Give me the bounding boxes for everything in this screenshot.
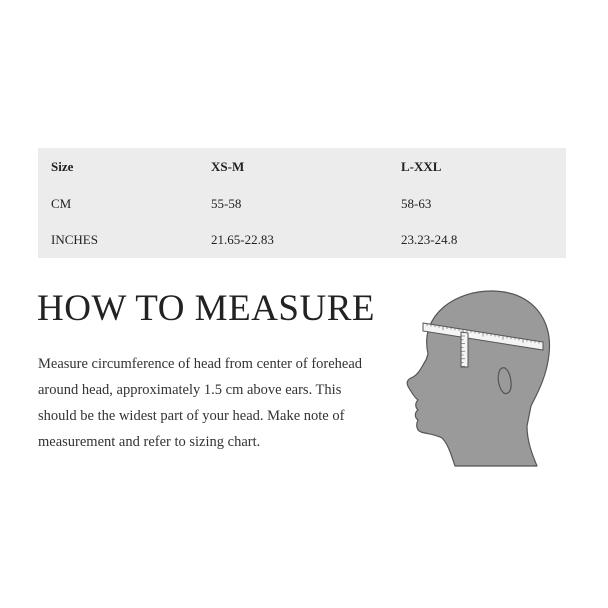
row-label-cm: CM [51,196,72,211]
head-silhouette [407,291,549,466]
cm-xs-m: 55-58 [211,196,242,211]
header-l-xxl: L-XXL [401,159,442,174]
how-to-measure-heading: HOW TO MEASURE [37,288,375,329]
size-chart-row-cm [38,186,566,222]
inches-l-xxl: 23.23-24.8 [401,232,458,247]
header-xs-m: XS-M [211,159,245,174]
cm-l-xxl: 58-63 [401,196,432,211]
measure-instructions: Measure circumference of head from center of forehead around head, approximately 1.5 cm above ears. This should be the widest part of your head. Make note of measurement and refer to sizing chart. [38,356,363,450]
row-label-inches: INCHES [51,232,98,247]
size-chart-row-inches [38,222,566,258]
header-size: Size [51,159,74,174]
head-measurement-illustration [395,276,570,476]
measuring-tape-tail [461,332,468,367]
size-chart-table [38,148,566,258]
size-chart-header-row [38,148,566,186]
inches-xs-m: 21.65-22.83 [211,232,274,247]
